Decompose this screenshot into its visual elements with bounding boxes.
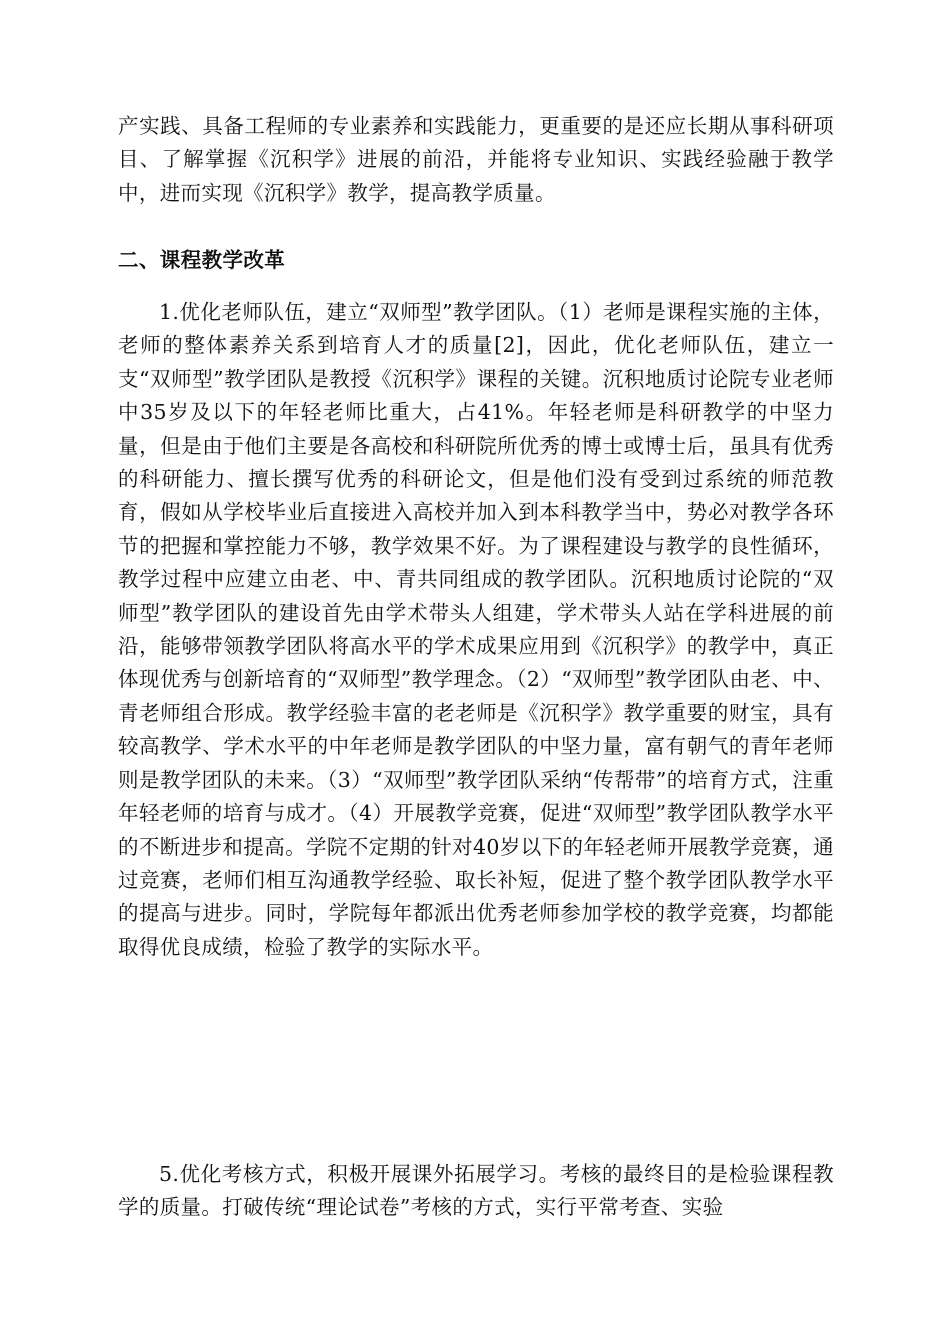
paragraph-assessment: 5.优化考核方式，积极开展课外拓展学习。考核的最终目的是检验课程教学的质量。打破传统“理论试卷”考核的方式，实行平常考查、实验 xyxy=(118,1162,834,1220)
paragraph-teacher-team: 1.优化老师队伍，建立“双师型”教学团队。（1）老师是课程实施的主体，老师的整体素养关系到培育人才的质量[2]，因此，优化老师队伍，建立一支“双师型”教学团队是教授《沉积学》课程的关键。沉积地质讨论院专业老师中35岁及以下的年轻老师比重大，占41%。年轻老师是科研教学的中坚力量，但是由于他们主要是各高校和科研院所优秀的博士或博士后，虽具有优秀的科研能力、擅长撰写优秀的科研论文，但是他们没有受到过系统的师范教育，假如从学校毕业后直接进入高校并加入到本科教学当中，势必对教学各环节的把握和掌控能力不够，教学效果不好。为了课程建设与教学的良性循环，教学过程中应建立由老、中、青共同组成的教学团队。沉积地质讨论院的“双师型”教学团队的建设首先由学术带头人组建，学术带头人站在学科进展的前沿，能够带领教学团队将高水平的学术成果应用到《沉积学》的教学中，真正体现优秀与创新培育的“双师型”教学理念。（2）“双师型”教学团队由老、中、青老师组合形成。教学经验丰富的老老师是《沉积学》教学重要的财宝，具有较高教学、学术水平的中年老师是教学团队的中坚力量，富有朝气的青年老师则是教学团队的未来。（3）“双师型”教学团队采纳“传帮带”的培育方式，注重年轻老师的培育与成才。（4）开展教学竞赛，促进“双师型”教学团队教学水平的不断进步和提高。学院不定期的针对40岁以下的年轻老师开展教学竞赛，通过竞赛，老师们相互沟通教学经验、取长补短，促进了整个教学团队教学水平的提高与进步。同时，学院每年都派出优秀老师参加学校的教学竞赛，均都能取得优良成绩，检验了教学的实际水平。 xyxy=(118,300,834,959)
paragraph-continuation: 产实践、具备工程师的专业素养和实践能力，更重要的是还应长期从事科研项目、了解掌握《沉积学》进展的前沿，并能将专业知识、实践经验融于教学中，进而实现《沉积学》教学，提高教学质量。 xyxy=(118,114,834,205)
section-heading: 二、课程教学改革 xyxy=(118,248,286,272)
